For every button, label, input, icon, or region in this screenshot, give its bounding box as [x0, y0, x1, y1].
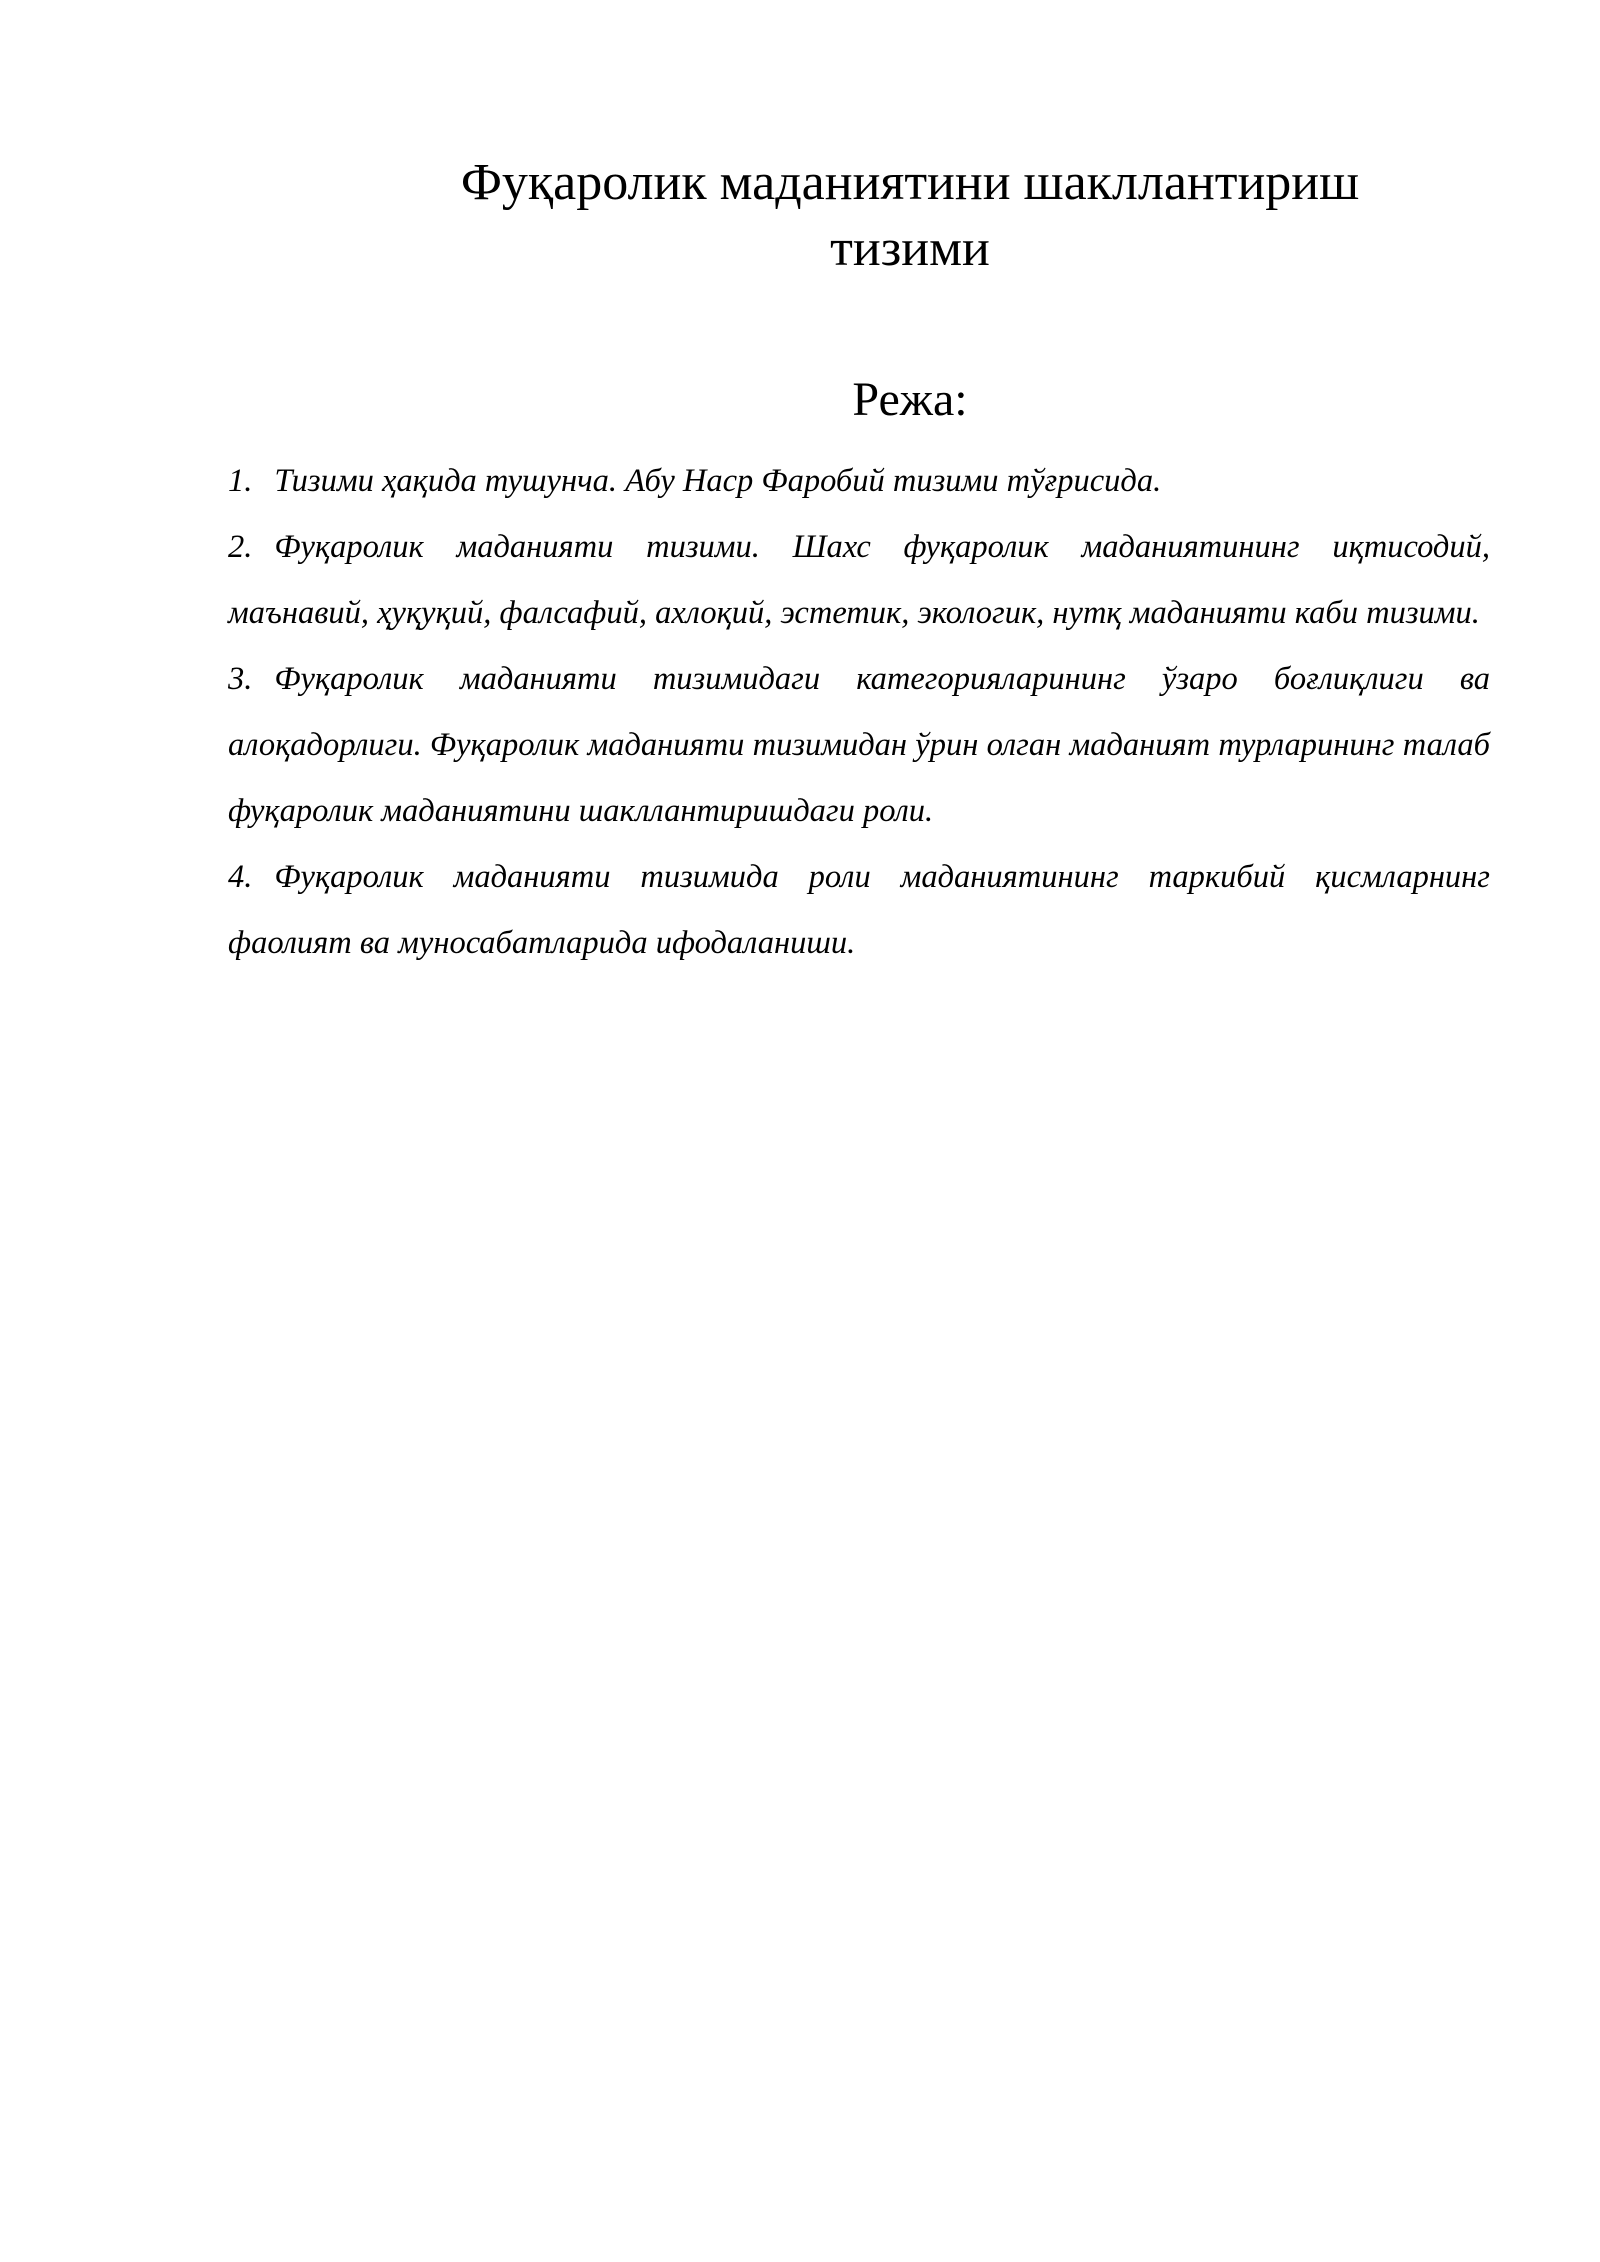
document-title: Фуқаролик маданиятини шакллантириш тизими — [460, 154, 1360, 277]
plan-item-number: 1. — [228, 463, 253, 499]
plan-item — [228, 844, 1490, 976]
plan-item-number: 4. — [228, 859, 253, 895]
plan-item-text: Фуқаролик маданияти тизими. Шахс фуқаролик маданиятининг иқтисодий, маънавий, ҳуқуқий, фалсафий, ахлоқий, эстетик, экологик, нутқ маданияти каби тизими. — [228, 529, 1490, 631]
plan-item — [228, 448, 1490, 514]
plan-item — [228, 514, 1490, 646]
plan-item-number: 3. — [228, 661, 253, 697]
plan-heading: Режа: — [852, 373, 968, 426]
plan-item — [228, 646, 1490, 844]
plan-item-text: Фуқаролик маданияти тизимида роли маданиятининг таркибий қисмларнинг фаолият ва муносабатларида ифодаланиши. — [228, 859, 1490, 961]
plan-item-text: Тизими ҳақида тушунча. Абу Наср Фаробий тизими тўғрисида. — [274, 463, 1162, 499]
plan-item-text: Фуқаролик маданияти тизимидаги категорияларининг ўзаро боғлиқлиги ва алоқадорлиги. Фуқаролик маданияти тизимидан ўрин олган маданият турларининг талаб фуқаролик маданиятини шакллантиришдаги роли. — [228, 661, 1490, 829]
plan-item-number: 2. — [228, 529, 253, 565]
plan-list — [228, 448, 1490, 976]
